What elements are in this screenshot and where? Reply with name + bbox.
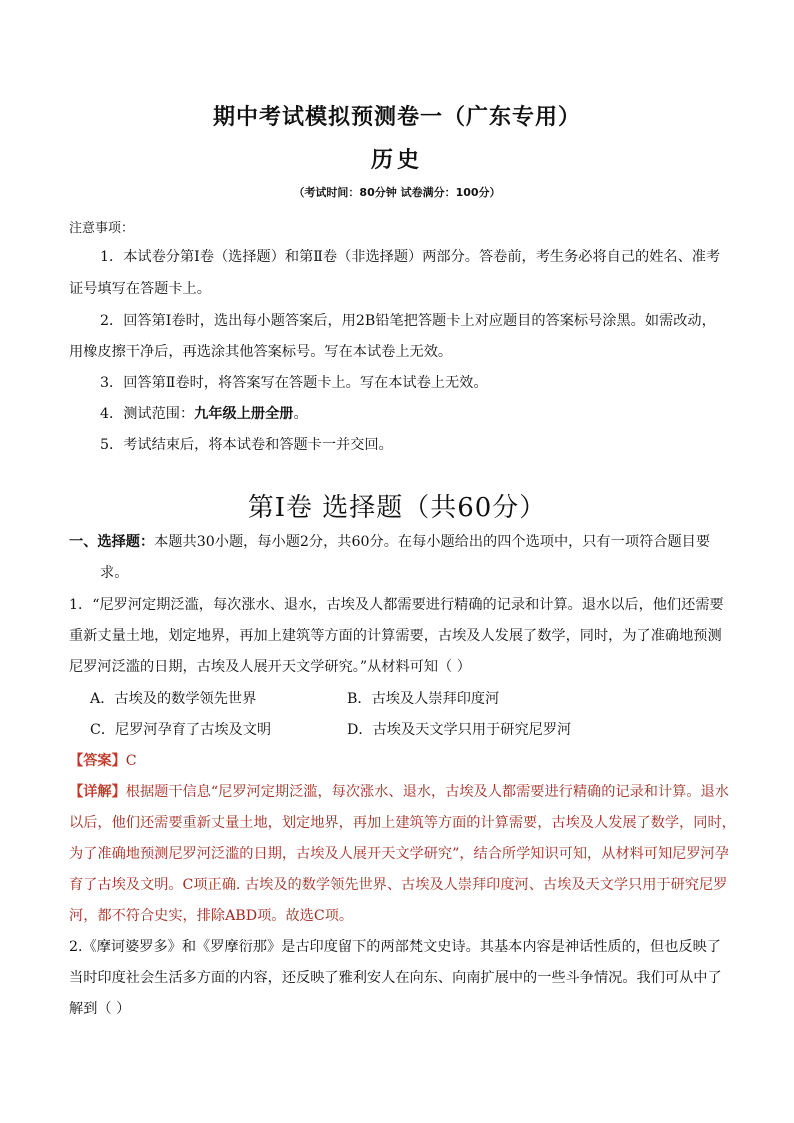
q2-line-1: 2.《摩诃婆罗多》和《罗摩衍那》是古印度留下的两部梵文史诗。其基本内容是神话性质的，但也反映了: [69, 939, 721, 955]
detail-label: 【详解】: [69, 784, 126, 800]
exam-title: 期中考试模拟预测卷一（广东专用）: [212, 105, 581, 130]
q1-line-2: 重新丈量土地，划定地界，再加上建筑等方面的计算需要，古埃及人发展了数学，同时，为了准确地预测: [69, 628, 722, 644]
notice-heading: 注意事项：: [69, 221, 135, 236]
q2-line-3: 解到（ ）: [69, 1001, 131, 1017]
section-intro-cont: 求。: [100, 565, 129, 581]
q1-detail-4: 育了古埃及文明。C项正确. 古埃及的数学领先世界、古埃及人崇拜印度河、古埃及天文学只用于研究尼罗: [69, 877, 728, 893]
q1-line-1: 1．“尼罗河定期泛滥，每次涨水、退水，古埃及人都需要进行精确的记录和计算。退水以后，他们还需要: [69, 597, 724, 613]
answer-label: 【答案】: [69, 753, 126, 769]
notice-item-4-suffix: 。: [293, 406, 308, 422]
section-intro: [69, 532, 710, 552]
subject-title: 历史: [370, 148, 423, 173]
q2-line-2: 当时印度社会生活多方面的内容，还反映了雅利安人在向东、向南扩展中的一些斗争情况。我们可从中了: [69, 970, 722, 986]
q1-option-c: C．尼罗河孕育了古埃及文明: [90, 722, 272, 738]
q1-option-d: D．古埃及天文学只用于研究尼罗河: [347, 722, 572, 738]
notice-item-4-prefix: 4．测试范围：: [100, 406, 195, 422]
test-scope: 九年级上册全册: [194, 406, 294, 422]
detail-text-1: 根据题干信息“尼罗河定期泛滥，每次涨水、退水，古埃及人都需要进行精确的记录和计算。退水: [125, 784, 729, 800]
answer-value: C: [125, 753, 137, 769]
q1-line-3: 尼罗河泛滥的日期，古埃及人展开天文学研究。”从材料可知（ ）: [69, 659, 471, 675]
q1-detail-1: [69, 782, 729, 802]
notice-item-2a: 2．回答第Ⅰ卷时，选出每小题答案后，用2B铅笔把答题卡上对应题目的答案标号涂黑。如需改动，: [100, 313, 716, 329]
q1-option-b: B．古埃及人崇拜印度河: [347, 691, 500, 707]
q1-detail-2: 以后，他们还需要重新丈量土地，划定地界，再加上建筑等方面的计算需要，古埃及人发展了数学，同时，: [69, 815, 736, 831]
notice-item-4: [100, 404, 308, 424]
notice-item-3: 3．回答第Ⅱ卷时，将答案写在答题卡上。写在本试卷上无效。: [100, 375, 488, 391]
notice-item-5: 5．考试结束后，将本试卷和答题卡一并交回。: [100, 437, 393, 453]
q1-answer: [69, 751, 137, 771]
q1-detail-3: 为了准确地预测尼罗河泛滥的日期，古埃及人展开天文学研究”，结合所学知识可知，从材料可知尼罗河孕: [69, 846, 729, 862]
exam-info: （考试时间：80分钟 试卷满分：100分）: [293, 186, 501, 199]
notice-item-1b: 证号填写在答题卡上。: [69, 281, 211, 297]
q1-option-a: A．古埃及的数学领先世界: [90, 691, 257, 707]
section-title: 第Ⅰ卷 选择题（共60分）: [247, 493, 547, 523]
notice-item-1a: 1．本试卷分第Ⅰ卷（选择题）和第Ⅱ卷（非选择题）两部分。答卷前，考生务必将自己的姓名、准考: [100, 249, 721, 265]
notice-item-2b: 用橡皮擦干净后，再选涂其他答案标号。写在本试卷上无效。: [69, 344, 453, 360]
section-intro-text: 本题共30小题，每小题2分，共60分。在每小题给出的四个选项中，只有一项符合题目要: [154, 534, 711, 550]
q1-detail-5: 河，都不符合史实，排除ABD项。故选C项。: [69, 908, 354, 924]
section-intro-prefix: 一、选择题：: [69, 534, 155, 550]
